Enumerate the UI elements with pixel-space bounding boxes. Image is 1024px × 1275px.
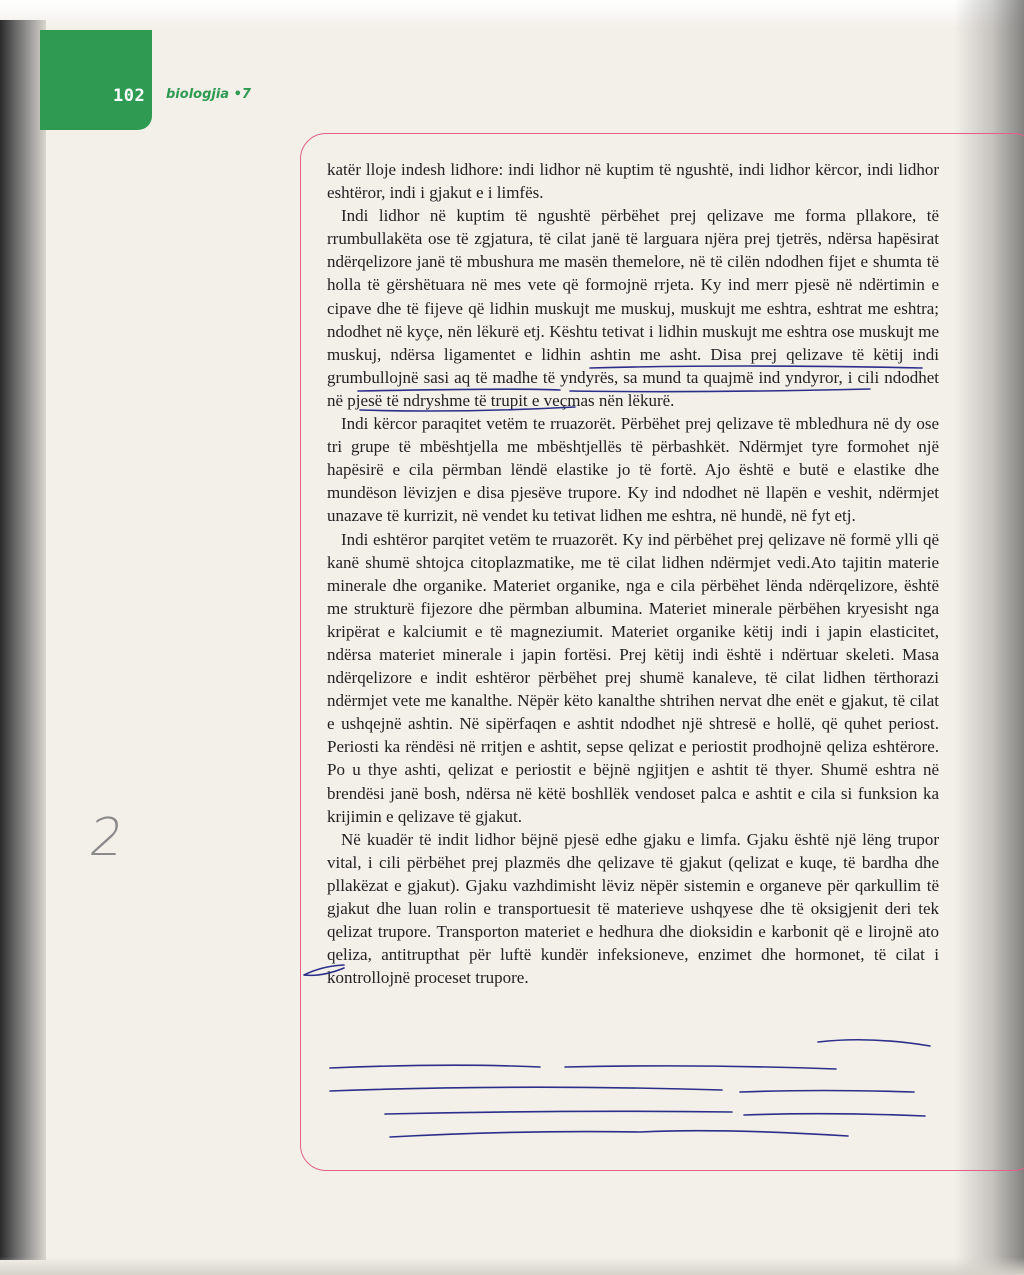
scan-bottom-edge: [0, 1257, 1024, 1275]
paragraph-blood-lymph: Në kuadër të indit lidhor bëjnë pjesë edhe gjaku e limfa. Gjaku është një lëng trupor vital, i cili përbëhet prej plazmës dhe qelizave të gjakut (qelizat e kuqe, të bardha dhe pllakëzat e gjakut). Gjaku vazhdimisht lëviz nëpër sistemin e organeve për qarkullim të gjakut dhe luan rolin e transportuesit të materieve ushqyese dhe të oksigjenit deri tek qelizat trupore. Transporton materiet e hedhura dhe dioksidin e karbonit që e lirojnë ato qeliza, antitrupthat për luftë kundër infeksioneve, enzimet dhe hormonet, të cilat i kontrollojnë proceset trupore.: [327, 829, 939, 988]
page-header-band: [40, 30, 152, 130]
book-title: biologjia •7: [166, 87, 251, 102]
paragraph-intro: katër lloje indesh lidhore: indi lidhor në kuptim të ngushtë, indi lidhor kërcor, indi lidhor eshtëror, indi i gjakut e i limfës.: [327, 160, 939, 203]
paragraph-connective-tissue: Indi lidhor në kuptim të ngushtë përbëhet prej qelizave me forma pllakore, të rrumbullakëta ose të zgjatura, të cilat janë të larguara njëra prej tjetrës, ndërsa hapësirat ndërqelizore janë të mbushura me masën themelore, në të cilën ndodhen fijet e shumta të holla të gërshëtuara në mes vete që formojnë rrjeta. Ky ind merr pjesë në ndërtimin e cipave dhe të fijeve që lidhin muskujt me muskuj, muskujt me eshtra, eshtrat me eshtra; ndodhet në kyçe, nën lëkurë etj. Kështu tetivat i lidhin muskujt me eshtra ose muskujt me muskuj, ndërsa ligamentet e lidhin ashtin me asht. Disa prej qelizave të këtij indi grumbullojnë sasi aq të madhe të yndyrës, sa mund ta quajmë ind yndyror, i cili ndodhet në pjesë të ndryshme të trupit e veçmas nën lëkurë.: [327, 206, 939, 410]
scan-top-edge: [0, 0, 1024, 28]
body-text: [327, 158, 939, 989]
paragraph-bone: Indi eshtëror parqitet vetëm te rruazorët. Ky ind përbëhet prej qelizave në formë ylli që kanë shumë shtojca citoplazmatike, me të cilat lidhen ndërmjet vedi.Ato tajitin materie minerale dhe organike. Materiet organike, nga e cila përbëhet lënda ndërqelizore, është me strukturë fijezore dhe përmban albumina. Materiet minerale përbëhen kryesisht nga kripërat e kalciumit e të magneziumit. Materiet organike këtij indi i japin elasticitet, ndërsa materiet minerale i japin fortësi. Prej këtij indi është i ndërtuar skeleti. Masa ndërqelizore e indit eshtëror përbëhet prej shumë kanaleve, të cilat lidhen tërthorazi ndërmjet vete me kanalthe. Nëpër këto kanalthe shtrihen nervat dhe enët e gjakut, të cilat e ushqejnë ashtin. Në sipërfaqen e ashtit ndodhet një shtresë e hollë, që quhet periost. Periosti ka rëndësi në rritjen e ashtit, sepse qelizat e periostit prodhojnë qeliza eshtërore. Po u thye ashti, qelizat e periostit e bëjnë ngjitjen e ashtit të thyer. Shumë eshtra në brendësi janë bosh, ndërsa në këtë boshllëk vendoset palca e ashtit e cila si funksion ka krijimin e qelizave të gjakut.: [327, 529, 939, 826]
scan-left-edge: [0, 20, 46, 1260]
handwritten-margin-note: 2: [85, 808, 128, 868]
paragraph-cartilage: Indi kërcor paraqitet vetëm te rruazorët. Përbëhet prej qelizave të mbledhura në dy ose tri grupe të mbështjella me mbështjellës të përbashkët. Ndërmjet tyre formohet një hapësirë e cila përmban lëndë elastike jo të fortë. Ajo është e butë e elastike dhe mundëson lëvizjen e disa pjesëve trupore. Ky ind ndodhet në llapën e veshit, ndërmjet unazave të kurrizit, në vendet ku tetivat lidhen me eshtra, në hundë, në fyt etj.: [327, 414, 939, 526]
page-number: 102: [113, 86, 146, 106]
